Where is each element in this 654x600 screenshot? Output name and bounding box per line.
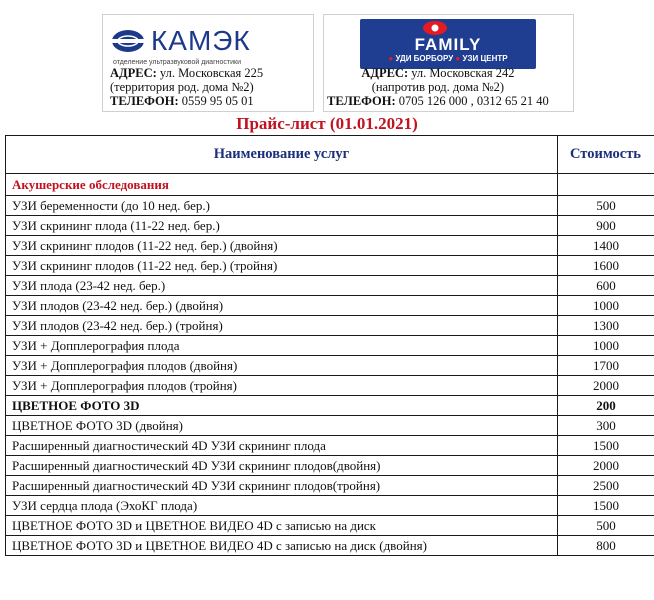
kamek-address: ул. Московская 225	[159, 66, 264, 80]
service-cell: ЦВЕТНОЕ ФОТО 3D	[6, 396, 558, 416]
header	[0, 0, 654, 122]
kamek-logo-subtitle: отделение ультразвуковой диагностики	[113, 59, 241, 66]
table-row	[6, 256, 654, 276]
family-phone-label: ТЕЛЕФОН:	[327, 94, 396, 108]
table-row	[6, 196, 654, 216]
family-subtitle-b: УЗИ ЦЕНТР	[462, 54, 508, 63]
table-row	[6, 316, 654, 336]
table-row	[6, 296, 654, 316]
family-logo	[360, 19, 536, 69]
family-phone: 0705 126 000 , 0312 65 21 40	[398, 94, 549, 108]
price-cell: 900	[558, 216, 654, 236]
family-logo-text: FAMILY	[414, 35, 482, 54]
price-cell: 2500	[558, 476, 654, 496]
service-cell: Расширенный диагностический 4D УЗИ скрининг плодов(тройня)	[6, 476, 558, 496]
price-cell: 800	[558, 536, 654, 556]
service-cell: ЦВЕТНОЕ ФОТО 3D и ЦВЕТНОЕ ВИДЕО 4D с записью на диск (двойня)	[6, 536, 558, 556]
service-cell: УЗИ плодов (23-42 нед. бер.) (двойня)	[6, 296, 558, 316]
price-cell: 1000	[558, 336, 654, 356]
bullet-icon: ●	[388, 54, 394, 63]
service-cell: УЗИ скрининг плода (11-22 нед. бер.)	[6, 216, 558, 236]
kamek-logo-text: КАМЭК	[151, 25, 251, 56]
price-cell: 300	[558, 416, 654, 436]
section-title: Акушерские обследования	[6, 174, 558, 196]
table-row	[6, 356, 654, 376]
table-row	[6, 416, 654, 436]
price-cell: 200	[558, 396, 654, 416]
kamek-address-line	[110, 66, 263, 80]
table-row	[6, 456, 654, 476]
service-cell: УЗИ плода (23-42 нед. бер.)	[6, 276, 558, 296]
family-logo-subtitle	[360, 54, 536, 63]
table-row	[6, 336, 654, 356]
table-row	[6, 276, 654, 296]
family-address-line	[327, 66, 549, 80]
page-title: Прайс-лист (01.01.2021)	[236, 114, 418, 133]
service-cell: ЦВЕТНОЕ ФОТО 3D (двойня)	[6, 416, 558, 436]
kamek-emblem-icon	[111, 29, 145, 53]
service-cell: УЗИ скрининг плодов (11-22 нед. бер.) (тройня)	[6, 256, 558, 276]
service-cell: УЗИ плодов (23-42 нед. бер.) (тройня)	[6, 316, 558, 336]
kamek-contact-info	[110, 66, 263, 108]
price-cell: 2000	[558, 376, 654, 396]
section-empty-cell	[558, 174, 654, 196]
service-cell: УЗИ беременности (до 10 нед. бер.)	[6, 196, 558, 216]
price-cell: 500	[558, 196, 654, 216]
kamek-phone: 0559 95 05 01	[181, 94, 254, 108]
table-row	[6, 496, 654, 516]
price-cell: 1300	[558, 316, 654, 336]
table-header-row	[6, 136, 654, 174]
price-cell: 2000	[558, 456, 654, 476]
price-cell: 1700	[558, 356, 654, 376]
column-header-price: Стоимость	[558, 136, 654, 174]
section-row	[6, 174, 654, 196]
table-row	[6, 236, 654, 256]
price-cell: 1400	[558, 236, 654, 256]
service-cell: УЗИ скрининг плодов (11-22 нед. бер.) (двойня)	[6, 236, 558, 256]
price-cell: 500	[558, 516, 654, 536]
table-row	[6, 396, 654, 416]
family-subtitle-a: УДИ БОРБОРУ	[395, 54, 454, 63]
service-cell: УЗИ сердца плода (ЭхоКГ плода)	[6, 496, 558, 516]
service-cell: УЗИ + Допплерография плодов (двойня)	[6, 356, 558, 376]
table-row	[6, 476, 654, 496]
service-cell: УЗИ + Допплерография плода	[6, 336, 558, 356]
service-cell: Расширенный диагностический 4D УЗИ скрининг плода	[6, 436, 558, 456]
price-cell: 1600	[558, 256, 654, 276]
table-body	[6, 174, 654, 556]
kamek-phone-line	[110, 94, 263, 108]
family-emblem-icon	[422, 20, 448, 36]
table-row	[6, 216, 654, 236]
kamek-logo	[111, 25, 311, 66]
table-row	[6, 516, 654, 536]
table-row	[6, 376, 654, 396]
family-address-note: (напротив род. дома №2)	[371, 80, 505, 94]
price-cell: 1000	[558, 296, 654, 316]
family-address: ул. Московская 242	[411, 66, 515, 80]
kamek-phone-label: ТЕЛЕФОН:	[110, 94, 179, 108]
family-address-label: АДРЕС:	[361, 66, 409, 80]
kamek-address-note: (территория род. дома №2)	[110, 80, 254, 94]
service-cell: ЦВЕТНОЕ ФОТО 3D и ЦВЕТНОЕ ВИДЕО 4D с записью на диск	[6, 516, 558, 536]
price-table	[5, 135, 654, 556]
table-row	[6, 536, 654, 556]
price-cell: 600	[558, 276, 654, 296]
family-phone-line	[327, 94, 549, 108]
price-cell: 1500	[558, 496, 654, 516]
service-cell: Расширенный диагностический 4D УЗИ скрининг плодов(двойня)	[6, 456, 558, 476]
table-row	[6, 436, 654, 456]
column-header-service: Наименование услуг	[6, 136, 558, 174]
price-cell: 1500	[558, 436, 654, 456]
bullet-icon: ●	[455, 54, 461, 63]
service-cell: УЗИ + Допплерография плодов (тройня)	[6, 376, 558, 396]
kamek-address-label: АДРЕС:	[110, 66, 157, 80]
family-contact-info	[327, 66, 549, 108]
